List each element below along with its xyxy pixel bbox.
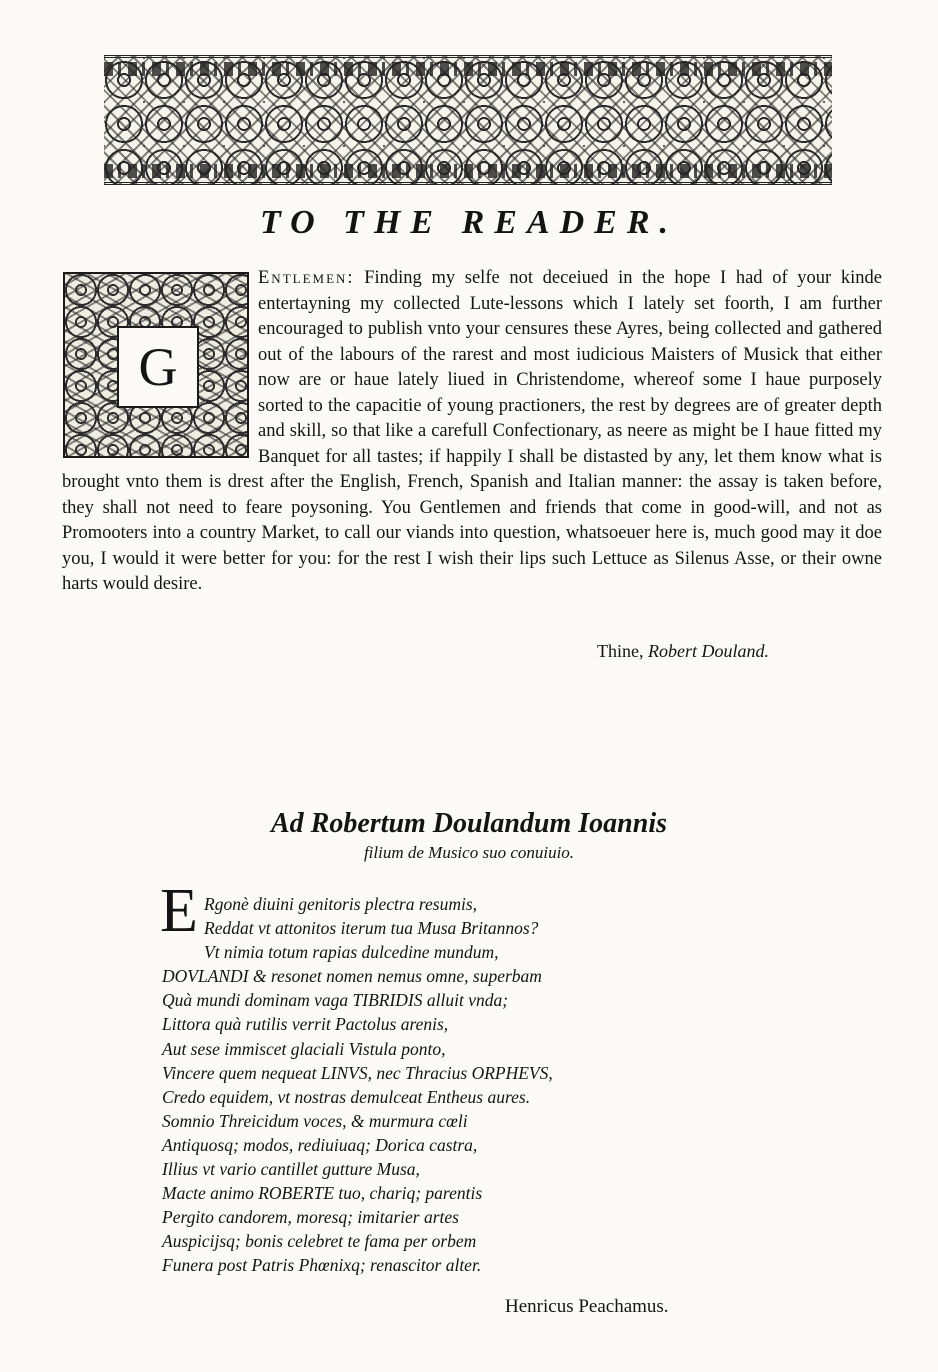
page-heading: TO THE READER. bbox=[259, 204, 679, 241]
poem-line: Pergito candorem, moresq; imitarier artes bbox=[162, 1207, 459, 1228]
poem-line: Credo equidem, vt nostras demulceat Entheus aures. bbox=[162, 1086, 531, 1107]
poem-lines bbox=[162, 892, 553, 1278]
poem-line: Vt nimia totum rapias dulcedine mundum, bbox=[204, 942, 499, 963]
poem-line: Illius vt vario cantillet gutture Musa, bbox=[162, 1159, 420, 1180]
signature-name: Robert Douland. bbox=[648, 641, 769, 661]
poem-line: Macte animo ROBERTE tuo, chariq; parentis bbox=[162, 1183, 483, 1204]
poem-initial: E bbox=[160, 877, 198, 945]
reader-address-text: Finding my selfe not deceiued in the hope I had of your kinde entertayning my collected Lute-lessons which I lately set foorth, I am further encouraged to publish vnto your censures these Ayres, being collected and gathered out of the labours of the rarest and most iudicious Maisters of Musick that either now are or haue lately liued in Christendome, whereof some I haue purposely sorted to the capacitie of young practioners, the rest by degrees are of greater depth and skill, so that like a carefull Confectionary, as neere as might be I haue fitted my Banquet for all tastes; if happily I shall be distasted by any, let them know what is brought vnto them is drest after the English, French, Spanish and Italian manner: the assay is taken before, they shall not need to feare poysoning. You Gentlemen and friends that come in good-will, and not as Promooters into a country Market, to call our viands into question, whatsoeuer here is, much good may it doe you, I would it were better for you: for the rest I wish their lips such Lettuce as Silenus Asse, or their owne harts would desire. bbox=[62, 268, 882, 594]
signature-prefix: Thine, bbox=[597, 641, 644, 661]
poem-line: Funera post Patris Phœnixq; renascitor alter. bbox=[162, 1255, 482, 1276]
poem-subtitle: filium de Musico suo conuiuio. bbox=[363, 843, 575, 862]
poem-line: DOVLANDI & resonet nomen nemus omne, superbam bbox=[162, 966, 542, 987]
poem-line: Antiquosq; modos, rediuiuaq; Dorica castra, bbox=[162, 1134, 478, 1155]
poem-author: Henricus Peachamus. bbox=[505, 1296, 669, 1317]
drop-cap-letter: G bbox=[117, 326, 199, 408]
poem-line: Aut sese immiscet glaciali Vistula ponto, bbox=[162, 1038, 446, 1059]
drop-cap-spacer bbox=[62, 266, 258, 470]
poem-line: Somnio Threicidum voces, & murmura cœli bbox=[162, 1110, 468, 1131]
poem-title: Ad Robertum Doulandum Ioannis bbox=[270, 808, 668, 839]
headpiece-top-band bbox=[104, 62, 832, 76]
headpiece-bottom-band bbox=[104, 164, 832, 178]
poem-line: Vincere quem nequeat LINVS, nec Thracius ORPHEVS, bbox=[162, 1062, 553, 1083]
poem-line: Auspicijsq; bonis celebret te fama per orbem bbox=[162, 1231, 477, 1252]
signature bbox=[597, 641, 769, 662]
poem-line: Rgonè diuini genitoris plectra resumis, bbox=[204, 894, 478, 914]
opening-word: Entlemen: bbox=[258, 268, 355, 288]
poem-line: Reddat vt attonitos iterum tua Musa Britannos? bbox=[204, 918, 539, 939]
poem-line: Littora quà rutilis verrit Pactolus arenis, bbox=[162, 1014, 449, 1035]
reader-address-paragraph bbox=[62, 266, 882, 598]
ornamental-headpiece bbox=[104, 55, 832, 185]
poem-line: Quà mundi dominam vaga TIBRIDIS alluit vnda; bbox=[162, 990, 509, 1011]
